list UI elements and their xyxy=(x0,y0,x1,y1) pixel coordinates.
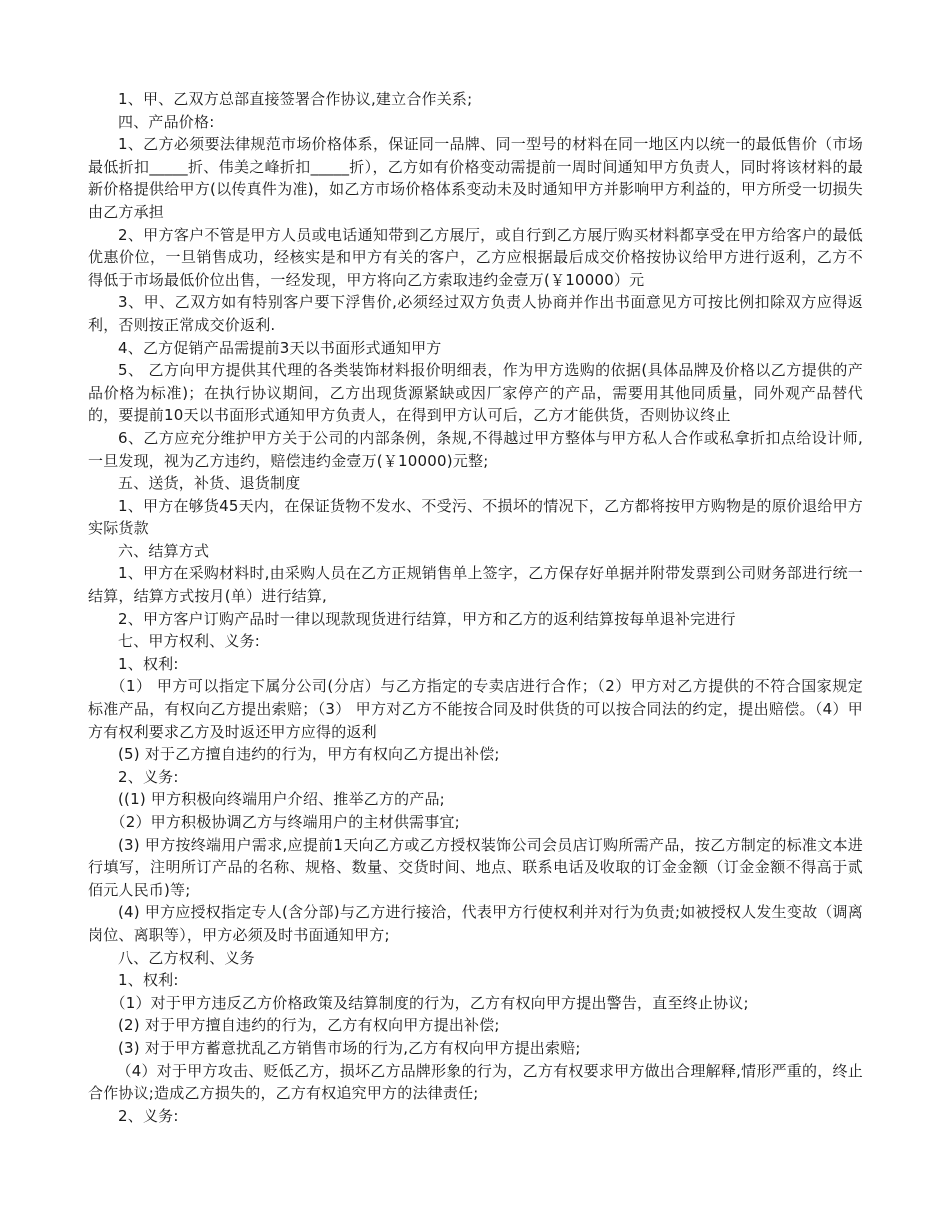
paragraph: 四、产品价格: xyxy=(118,112,215,131)
paragraph: 1、乙方必须要法律规范市场价格体系，保证同一品牌、同一型号的材料在同一地区内以统一的最低售价（市场最低折扣_____折、伟美之峰折扣_____折），乙方如有价格变动需提前一周时间通知甲方负责人，同时将该材料的最新价格提供给甲方(以传真件为准)，如乙方市场价格体系变动未及时通知甲方并影响甲方利益的，甲方所受一切损失由乙方承担 xyxy=(88,135,863,221)
paragraph: 2、甲方客户不管是甲方人员或电话通知带到乙方展厅，或自行到乙方展厅购买材料都享受在甲方给客户的最低优惠价位，一旦销售成功，经核实是和甲方有关的客户，乙方应根据最后成交价格按协议给甲方进行返利，乙方不得低于市场最低价位出售，一经发现，甲方将向乙方索取违约金壹万(￥10000）元 xyxy=(88,225,863,289)
paragraph: 五、送货，补货、退货制度 xyxy=(118,474,301,493)
paragraph: （1） 甲方可以指定下属分公司(分店）与乙方指定的专卖店进行合作；（2）甲方对乙方提供的不符合国家规定标准产品，有权向乙方提出索赔；（3） 甲方对乙方不能按合同及时供货的可以按合同法的约定，提出赔偿。（4）甲方有权利要求乙方及时返还甲方应得的返利 xyxy=(88,677,863,741)
paragraph: 2、义务: xyxy=(118,1106,179,1125)
paragraph: 3、甲、乙双方如有特别客户要下浮售价,必须经过双方负责人协商并作出书面意见方可按比例扣除双方应得返利，否则按正常成交价返利. xyxy=(88,293,863,334)
paragraph: 1、权利: xyxy=(118,654,179,673)
paragraph: 1、甲方在够货45天内，在保证货物不发水、不受污、不损坏的情况下，乙方都将按甲方购物是的原价退给甲方实际货款 xyxy=(88,496,863,538)
paragraph: 七、甲方权利、义务: xyxy=(118,632,261,651)
paragraph: (5) 对于乙方擅自违约的行为，甲方有权向乙方提出补偿; xyxy=(118,745,500,764)
paragraph: 六、结算方式 xyxy=(118,541,210,560)
paragraph: (4) 甲方应授权指定专人(含分部)与乙方进行接洽，代表甲方行使权利并对行为负责;如被授权人发生变故（调离岗位、离职等），甲方必须及时书面通知甲方; xyxy=(88,903,863,944)
paragraph: （4）对于甲方攻击、贬低乙方，损坏乙方品牌形象的行为，乙方有权要求甲方做出合理解释,情形严重的，终止合作协议;造成乙方损失的，乙方有权追究甲方的法律责任; xyxy=(88,1061,863,1103)
paragraph: （1）对于甲方违反乙方价格政策及结算制度的行为，乙方有权向甲方提出警告，直至终止协议; xyxy=(110,993,749,1012)
paragraph: 1、甲方在采购材料时,由采购人员在乙方正规销售单上签字，乙方保存好单据并附带发票到公司财务部进行统一结算，结算方式按月(单）进行结算, xyxy=(88,564,863,606)
paragraph: 1、甲、乙双方总部直接签署合作协议,建立合作关系; xyxy=(118,90,473,108)
paragraph: 6、乙方应充分维护甲方关于公司的内部条例，条规,不得越过甲方整体与甲方私人合作或私拿折扣点给设计师,一旦发现，视为乙方违约，赔偿违约金壹万(￥10000)元整; xyxy=(88,428,863,470)
paragraph: (3) 对于甲方蓄意扰乱乙方销售市场的行为,乙方有权向甲方提出索赔; xyxy=(118,1038,581,1057)
document-body xyxy=(88,88,863,1127)
paragraph: 1、权利: xyxy=(118,971,179,990)
paragraph: 2、甲方客户订购产品时一律以现款现货进行结算，甲方和乙方的返利结算按每单退补完进行 xyxy=(118,609,736,628)
paragraph: (3) 甲方按终端用户需求,应提前1天向乙方或乙方授权装饰公司会员店订购所需产品，按乙方制定的标准文本进行填写，注明所订产品的名称、规格、数量、交货时间、地点、联系电话及收取的订金金额（订金金额不得高于贰佰元人民币)等; xyxy=(88,835,863,899)
paragraph: (2) 对于甲方擅自违约的行为，乙方有权向甲方提出补偿; xyxy=(118,1016,500,1035)
paragraph: 4、乙方促销产品需提前3天以书面形式通知甲方 xyxy=(118,338,442,357)
paragraph: ((1) 甲方积极向终端用户介绍、推举乙方的产品; xyxy=(118,790,445,809)
paragraph: 八、乙方权利、义务 xyxy=(118,948,255,967)
paragraph: 5、 乙方向甲方提供其代理的各类装饰材料报价明细表，作为甲方选购的依据(具体品牌及价格以乙方提供的产品价格为标准)；在执行协议期间，乙方出现货源紧缺或因厂家停产的产品，需要用其他同质量，同外观产品替代的，要提前10天以书面形式通知甲方负责人，在得到甲方认可后，乙方才能供货，否则协议终止 xyxy=(88,361,863,425)
paragraph: （2）甲方积极协调乙方与终端用户的主材供需事宜; xyxy=(110,813,460,831)
paragraph: 2、义务: xyxy=(118,767,179,786)
